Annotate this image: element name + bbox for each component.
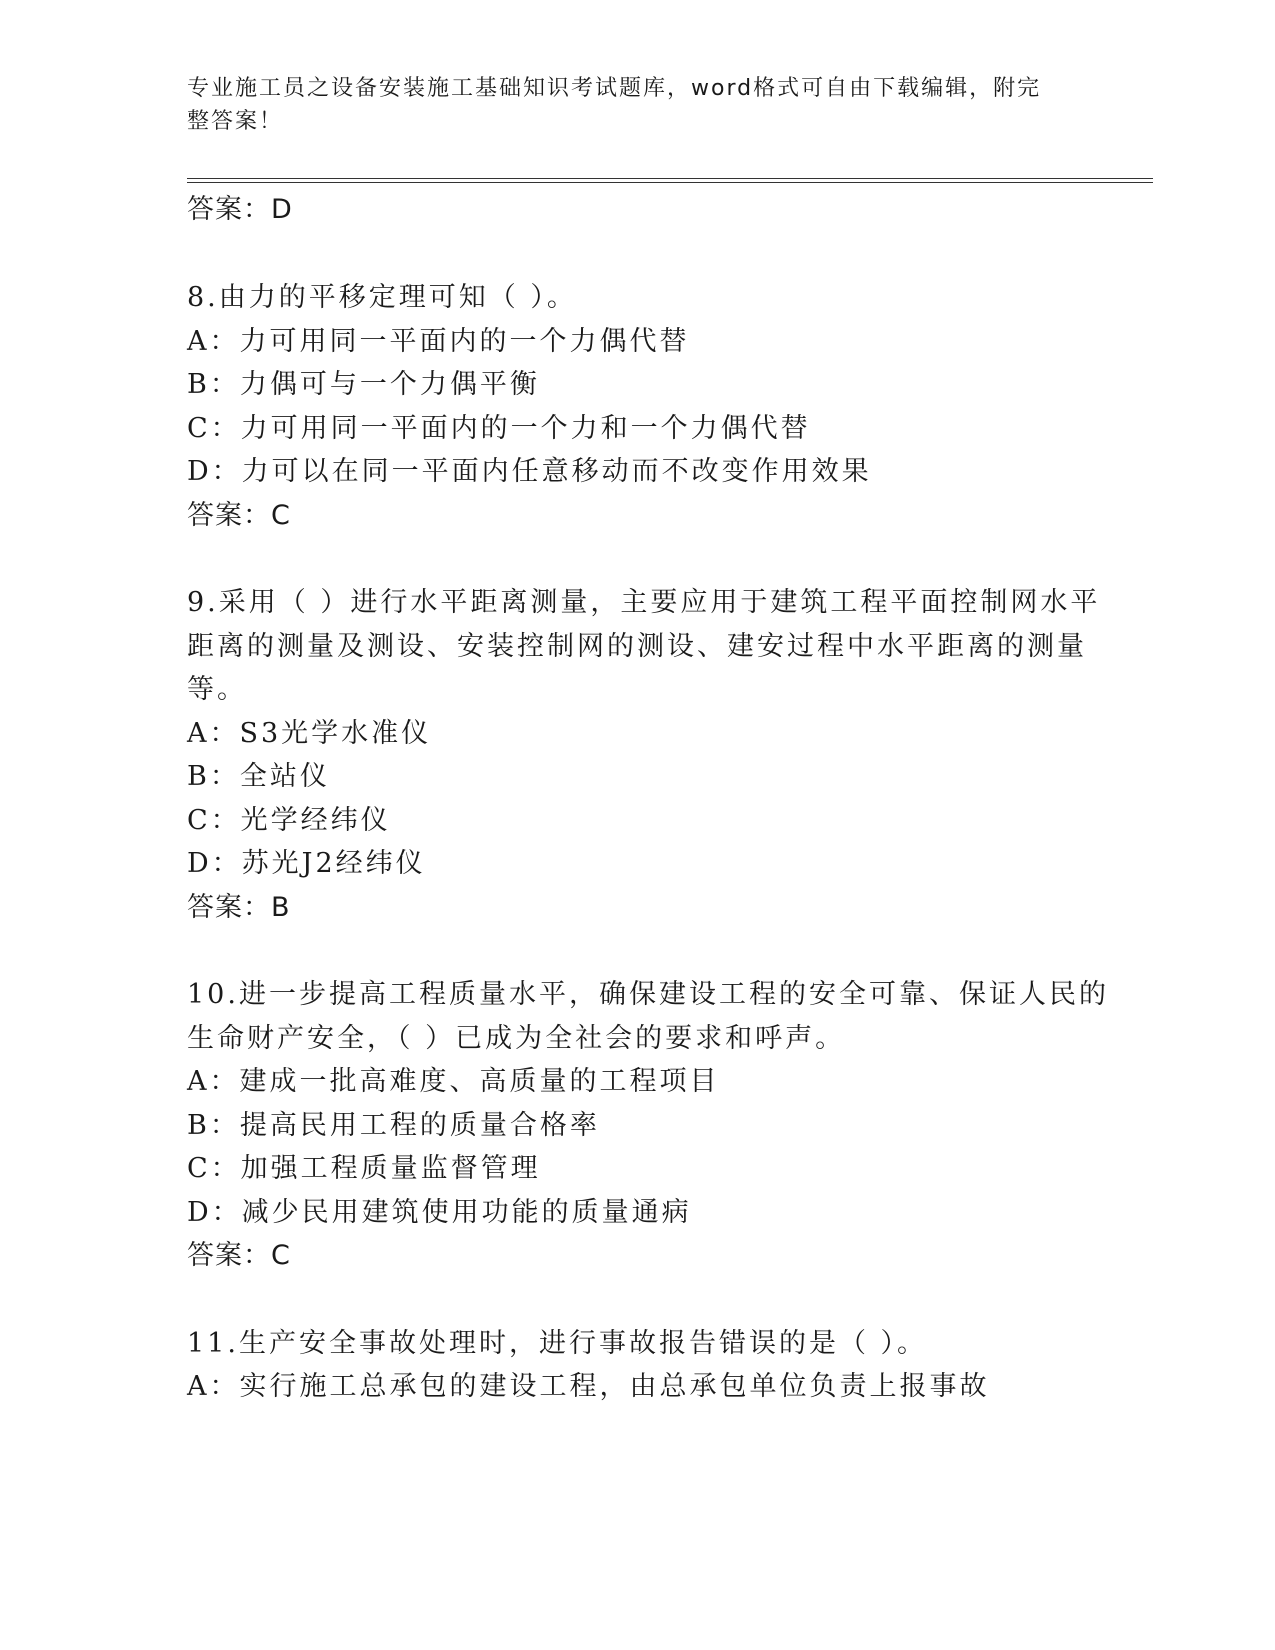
q8-stem: 8.由力的平移定理可知（ ）。 [187,282,577,313]
q11-stem: 11.生产安全事故处理时，进行事故报告错误的是（ ）。 [187,1328,928,1359]
q10-option-b: B：提高民用工程的质量合格率 [187,1110,600,1141]
q8-option-a: A：力可用同一平面内的一个力偶代替 [187,326,690,357]
answer-prev: 答案：D [187,194,293,225]
q9-stem-1: 9.采用（ ）进行水平距离测量，主要应用于建筑工程平面控制网水平 [187,587,1101,618]
header-line-2: 整答案！ [187,109,284,134]
header-divider-top [187,178,1153,179]
q10-stem-1: 10.进一步提高工程质量水平，确保建设工程的安全可靠、保证人民的 [187,979,1109,1010]
q8-option-d: D：力可以在同一平面内任意移动而不改变作用效果 [187,456,872,487]
q9-option-c: C：光学经纬仪 [187,805,391,836]
document-header [187,72,1067,138]
q8-answer: 答案：C [187,500,291,531]
header-divider-bottom [187,182,1153,183]
q8-option-c: C：力可用同一平面内的一个力和一个力偶代替 [187,413,811,444]
q9-stem-2: 距离的测量及测设、安装控制网的测设、建安过程中水平距离的测量 [187,631,1087,662]
q10-option-c: C：加强工程质量监督管理 [187,1153,541,1184]
q9-option-d: D：苏光J2经纬仪 [187,848,426,879]
q11-option-a: A：实行施工总承包的建设工程，由总承包单位负责上报事故 [187,1371,990,1402]
q10-option-d: D：减少民用建筑使用功能的质量通病 [187,1197,692,1228]
q9-answer: 答案：B [187,892,291,923]
q8-option-b: B：力偶可与一个力偶平衡 [187,369,540,400]
header-line-1: 专业施工员之设备安装施工基础知识考试题库，word格式可自由下载编辑，附完 [187,76,1042,101]
q9-option-a: A：S3光学水准仪 [187,718,432,749]
q9-option-b: B：全站仪 [187,761,330,792]
q10-option-a: A：建成一批高难度、高质量的工程项目 [187,1066,720,1097]
q10-stem-2: 生命财产安全，（ ）已成为全社会的要求和呼声。 [187,1023,846,1054]
q9-stem-3: 等。 [187,674,247,705]
q10-answer: 答案：C [187,1240,291,1271]
